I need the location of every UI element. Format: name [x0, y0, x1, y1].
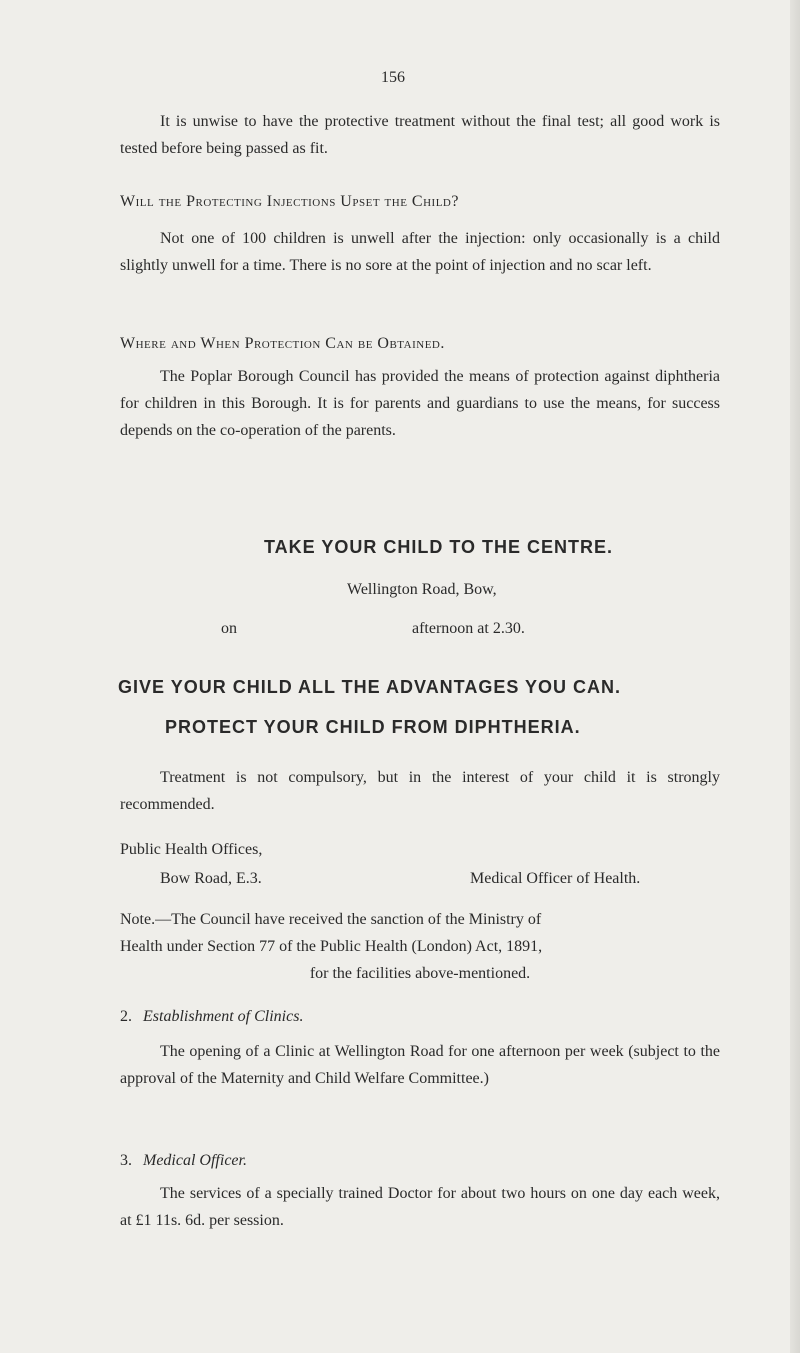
item-2-number: 2. [120, 1008, 132, 1025]
note-line-1: Note.—The Council have received the sanction of the Ministry of [120, 911, 542, 928]
treatment-paragraph: Treatment is not compulsory, but in the interest of your child it is strongly recommended. [120, 769, 720, 813]
section-body-where: The Poplar Borough Council has provided the means of protection against diphtheria for children in this Borough. It is for parents and guardians to use the means, for success depends on the co-operation of the parents. [120, 368, 720, 439]
item-3-title: Medical Officer. [143, 1152, 247, 1169]
centre-time: afternoon at 2.30. [412, 620, 525, 637]
centre-address: Wellington Road, Bow, [347, 581, 497, 598]
centre-title: TAKE YOUR CHILD TO THE CENTRE. [264, 537, 614, 557]
item-3-number: 3. [120, 1152, 132, 1169]
page-number: 156 [381, 69, 405, 86]
item-2-title: Establishment of Clinics. [143, 1008, 304, 1025]
intro-paragraph: It is unwise to have the protective treatment without the final test; all good work is tested before being passed as fit. [120, 113, 720, 157]
note-line-3: for the facilities above-mentioned. [309, 965, 531, 982]
signature-address: Bow Road, E.3. [160, 870, 262, 887]
centre-on: on [221, 620, 237, 637]
section-heading-where: Where and When Protection Can be Obtained. [120, 335, 445, 352]
advantages-line-1: GIVE YOUR CHILD ALL THE ADVANTAGES YOU CAN. [118, 677, 622, 697]
signature-officer: Medical Officer of Health. [470, 870, 641, 887]
note-line-2: Health under Section 77 of the Public Health (London) Act, 1891, [120, 938, 543, 955]
signature-office: Public Health Offices, [120, 841, 263, 858]
advantages-line-2: PROTECT YOUR CHILD FROM DIPHTHERIA. [165, 717, 581, 737]
item-3-body: The services of a specially trained Doctor for about two hours on one day each week, at £1 11s. 6d. per session. [120, 1185, 720, 1229]
section-body-upset: Not one of 100 children is unwell after the injection: only occasionally is a child slightly unwell for a time. There is no sore at the point of injection and no scar left. [120, 230, 720, 274]
section-heading-upset: Will the Protecting Injections Upset the Child? [120, 193, 459, 210]
item-2-body: The opening of a Clinic at Wellington Road for one afternoon per week (subject to the approval of the Maternity and Child Welfare Committee.) [120, 1043, 720, 1087]
page-edge [790, 0, 800, 1353]
